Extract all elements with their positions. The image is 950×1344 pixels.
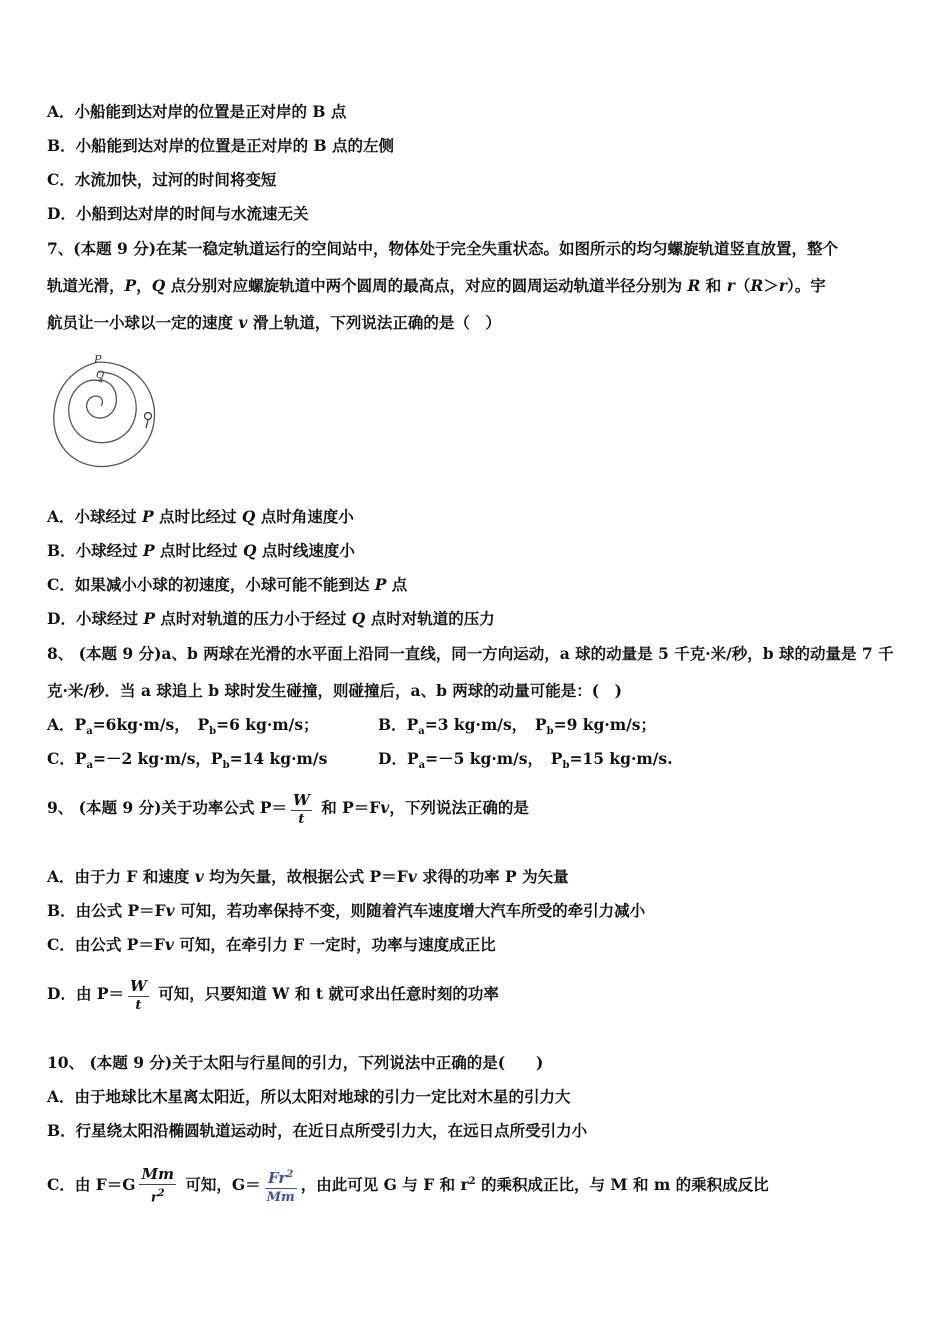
q7-option-a: A．小球经过 P 点时比经过 Q 点时角速度小 xyxy=(47,507,354,526)
q9-option-a: A．由于力 F 和速度 v 均为矢量，故根据公式 P＝Fv 求得的功率 P 为矢量 xyxy=(47,867,569,886)
q7-option-b: B．小球经过 P 点时比经过 Q 点时线速度小 xyxy=(47,541,355,560)
gravity-fraction: $\frac{Mm}{r^2}$ xyxy=(141,1165,174,1206)
q10-stem: 10、 (本题 9 分)关于太阳与行星间的引力，下列说法中正确的是( ) xyxy=(47,1053,544,1072)
q8-stem-line2: 克·米/秒．当 a 球追上 b 球时发生碰撞，则碰撞后，a、b 两球的动量可能是：( ) xyxy=(47,681,622,700)
power-fraction: $\frac{W}{t}$ xyxy=(292,790,310,827)
q9-option-b: B．由公式 P＝Fv 可知，若功率保持不变，则随着汽车速度增大汽车所受的牵引力减小 xyxy=(47,901,646,920)
q6-option-d: D．小船到达对岸的时间与水流速无关 xyxy=(47,204,309,223)
ball-icon xyxy=(145,413,152,420)
q9-option-d: D．由 P＝ $\frac{W}{t}$ 可知，只要知道 W 和 t 就可求出任意时刻的功率 xyxy=(47,976,499,1013)
g-constant-fraction: $\frac{Fr^2}{Mm}$ xyxy=(265,1165,297,1207)
q10-option-a: A．由于地球比木星离太阳近，所以太阳对地球的引力一定比对木星的引力大 xyxy=(47,1087,571,1106)
q6-option-b: B．小船能到达对岸的位置是正对岸的 B 点的左侧 xyxy=(47,136,394,155)
q7-option-c: C．如果减小小球的初速度，小球可能不能到达 P 点 xyxy=(47,575,408,594)
q10-option-b: B．行星绕太阳沿椭圆轨道运动时，在近日点所受引力大，在远日点所受引力小 xyxy=(47,1121,588,1140)
q7-option-d: D．小球经过 P 点时对轨道的压力小于经过 Q 点时对轨道的压力 xyxy=(47,609,495,628)
q8-option-a: A．$P_a=6kg\cdot m/s$， $P_b=6$ kg·m/s； xyxy=(47,715,319,738)
q8-stem-line1: 8、 (本题 9 分)a、b 两球在光滑的水平面上沿同一直线，同一方向运动，a 球的动量是 5 千克·米/秒，b 球的动量是 7 千 xyxy=(47,644,894,663)
q6-option-c: C．水流加快，过河的时间将变短 xyxy=(47,170,277,189)
q7-stem-line2: 轨道光滑，P，Q 点分别对应螺旋轨道中两个圆周的最高点，对应的圆周运动轨道半径分别为 R 和 r（R＞r）。宇 xyxy=(47,276,826,295)
spiral-track-figure xyxy=(50,352,170,477)
power-fraction-d: $\frac{W}{t}$ xyxy=(130,976,147,1013)
q8-option-d: D．$P_a=-5$ kg·m/s， $P_b=15$ kg·m/s. xyxy=(378,749,673,772)
q9-stem: 9、 (本题 9 分)关于功率公式 P＝ $\frac{W}{t}$ 和 P＝Fv，下列说法正确的是 xyxy=(47,790,529,827)
q8-option-c: C．$P_a=-2$ kg·m/s，$P_b=14$ kg·m/s xyxy=(47,749,328,772)
q8-option-b: B．$P_a=3$ kg·m/s， $P_b=9$ kg·m/s； xyxy=(378,715,657,738)
q10-option-c: C．由 F＝G $\frac{Mm}{r^2}$ 可知，G＝ $\frac{Fr^2}{Mm}$ ，由此可见 G 与 F 和 $r^2$ 的乘积成正比，与 M 和 m 的乘积成反比 xyxy=(47,1165,769,1206)
label-q: Q xyxy=(96,370,105,381)
q7-stem-line1: 7、(本题 9 分)在某一稳定轨道运行的空间站中，物体处于完全失重状态。如图所示的均匀螺旋轨道竖直放置，整个 xyxy=(47,239,839,258)
q9-option-c: C．由公式 P＝Fv 可知，在牵引力 F 一定时，功率与速度成正比 xyxy=(47,935,496,954)
q6-option-a: A．小船能到达对岸的位置是正对岸的 B 点 xyxy=(47,102,347,121)
q7-stem-line3: 航员让一小球以一定的速度 v 滑上轨道，下列说法正确的是（ ） xyxy=(47,313,501,332)
label-p: P xyxy=(94,353,102,366)
